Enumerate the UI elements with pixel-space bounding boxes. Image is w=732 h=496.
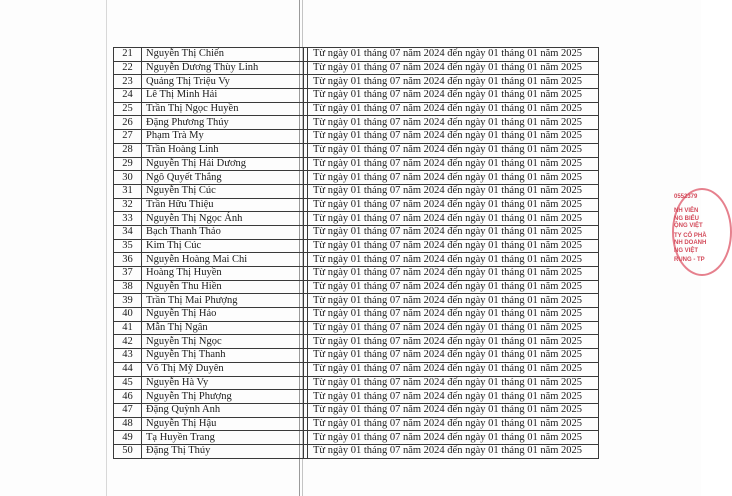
row-number-cell: 33 <box>114 212 142 226</box>
row-number-cell: 39 <box>114 294 142 308</box>
row-number-cell: 45 <box>114 376 142 390</box>
table-row <box>114 75 599 89</box>
table-row <box>114 267 599 281</box>
seal-text-line: NH VIÊN <box>674 208 699 214</box>
period-cell: Từ ngày 01 tháng 07 năm 2024 đến ngày 01 tháng 01 năm 2025 <box>308 143 599 157</box>
period-cell: Từ ngày 01 tháng 07 năm 2024 đến ngày 01 tháng 01 năm 2025 <box>308 198 599 212</box>
employee-name-cell: Đặng Quỳnh Anh <box>142 403 304 417</box>
table-row <box>114 184 599 198</box>
row-number-cell: 36 <box>114 253 142 267</box>
employee-name-cell: Đặng Phương Thúy <box>142 116 304 130</box>
employee-name-cell: Mẫn Thị Ngân <box>142 321 304 335</box>
row-number-cell: 23 <box>114 75 142 89</box>
period-cell: Từ ngày 01 tháng 07 năm 2024 đến ngày 01 tháng 01 năm 2025 <box>308 403 599 417</box>
row-number-cell: 34 <box>114 225 142 239</box>
table-row <box>114 102 599 116</box>
period-cell: Từ ngày 01 tháng 07 năm 2024 đến ngày 01 tháng 01 năm 2025 <box>308 280 599 294</box>
employee-name-cell: Nguyễn Thị Cúc <box>142 184 304 198</box>
period-cell: Từ ngày 01 tháng 07 năm 2024 đến ngày 01 tháng 01 năm 2025 <box>308 431 599 445</box>
table-row <box>114 335 599 349</box>
period-cell: Từ ngày 01 tháng 07 năm 2024 đến ngày 01 tháng 01 năm 2025 <box>308 335 599 349</box>
table-row <box>114 417 599 431</box>
row-number-cell: 47 <box>114 403 142 417</box>
row-number-cell: 41 <box>114 321 142 335</box>
period-cell: Từ ngày 01 tháng 07 năm 2024 đến ngày 01 tháng 01 năm 2025 <box>308 349 599 363</box>
row-number-cell: 25 <box>114 102 142 116</box>
table-row <box>114 116 599 130</box>
period-cell: Từ ngày 01 tháng 07 năm 2024 đến ngày 01 tháng 01 năm 2025 <box>308 184 599 198</box>
period-cell: Từ ngày 01 tháng 07 năm 2024 đến ngày 01 tháng 01 năm 2025 <box>308 130 599 144</box>
table-row <box>114 390 599 404</box>
table-row <box>114 403 599 417</box>
table-row <box>114 198 599 212</box>
row-number-cell: 21 <box>114 48 142 62</box>
row-number-cell: 35 <box>114 239 142 253</box>
table-row <box>114 225 599 239</box>
employee-name-cell: Võ Thị Mỹ Duyên <box>142 362 304 376</box>
row-number-cell: 32 <box>114 198 142 212</box>
table-row <box>114 89 599 103</box>
table-row <box>114 321 599 335</box>
row-number-cell: 49 <box>114 431 142 445</box>
employee-name-cell: Nguyễn Hoàng Mai Chi <box>142 253 304 267</box>
row-number-cell: 40 <box>114 308 142 322</box>
period-cell: Từ ngày 01 tháng 07 năm 2024 đến ngày 01 tháng 01 năm 2025 <box>308 61 599 75</box>
employee-name-cell: Hoàng Thị Huyền <box>142 267 304 281</box>
employee-period-table <box>113 47 599 459</box>
table-row <box>114 294 599 308</box>
table-row <box>114 130 599 144</box>
period-cell: Từ ngày 01 tháng 07 năm 2024 đến ngày 01 tháng 01 năm 2025 <box>308 267 599 281</box>
period-cell: Từ ngày 01 tháng 07 năm 2024 đến ngày 01 tháng 01 năm 2025 <box>308 417 599 431</box>
period-cell: Từ ngày 01 tháng 07 năm 2024 đến ngày 01 tháng 01 năm 2025 <box>308 390 599 404</box>
table-row <box>114 444 599 458</box>
seal-text-line: NG BIỂU <box>674 216 700 222</box>
period-cell: Từ ngày 01 tháng 07 năm 2024 đến ngày 01 tháng 01 năm 2025 <box>308 376 599 390</box>
period-cell: Từ ngày 01 tháng 07 năm 2024 đến ngày 01 tháng 01 năm 2025 <box>308 308 599 322</box>
seal-text-line: NG VIỆT <box>674 248 699 254</box>
table-row <box>114 280 599 294</box>
table-row <box>114 239 599 253</box>
row-number-cell: 31 <box>114 184 142 198</box>
employee-name-cell: Phạm Trà My <box>142 130 304 144</box>
employee-name-cell: Tạ Huyền Trang <box>142 431 304 445</box>
employee-name-cell: Lê Thị Minh Hải <box>142 89 304 103</box>
period-cell: Từ ngày 01 tháng 07 năm 2024 đến ngày 01 tháng 01 năm 2025 <box>308 239 599 253</box>
employee-name-cell: Nguyễn Thị Thanh <box>142 349 304 363</box>
table-row <box>114 157 599 171</box>
period-cell: Từ ngày 01 tháng 07 năm 2024 đến ngày 01 tháng 01 năm 2025 <box>308 48 599 62</box>
employee-name-cell: Quảng Thị Triệu Vy <box>142 75 304 89</box>
seal-text-line: NH DOANH <box>674 240 707 246</box>
page-margin-line <box>106 0 107 496</box>
row-number-cell: 48 <box>114 417 142 431</box>
table-row <box>114 431 599 445</box>
row-number-cell: 30 <box>114 171 142 185</box>
employee-name-cell: Trần Thị Ngọc Huyền <box>142 102 304 116</box>
row-number-cell: 29 <box>114 157 142 171</box>
row-number-cell: 28 <box>114 143 142 157</box>
employee-name-cell: Nguyễn Thị Hậu <box>142 417 304 431</box>
table-row <box>114 308 599 322</box>
row-number-cell: 42 <box>114 335 142 349</box>
table-row <box>114 143 599 157</box>
employee-name-cell: Nguyễn Thị Hải Dương <box>142 157 304 171</box>
period-cell: Từ ngày 01 tháng 07 năm 2024 đến ngày 01 tháng 01 năm 2025 <box>308 75 599 89</box>
employee-name-cell: Bạch Thanh Thảo <box>142 225 304 239</box>
seal-text-line: ỘNG VIỆT <box>674 223 703 229</box>
table-row <box>114 376 599 390</box>
table-row <box>114 48 599 62</box>
seal-text-line: 0552379 <box>674 194 698 200</box>
row-number-cell: 46 <box>114 390 142 404</box>
period-cell: Từ ngày 01 tháng 07 năm 2024 đến ngày 01 tháng 01 năm 2025 <box>308 225 599 239</box>
period-cell: Từ ngày 01 tháng 07 năm 2024 đến ngày 01 tháng 01 năm 2025 <box>308 444 599 458</box>
period-cell: Từ ngày 01 tháng 07 năm 2024 đến ngày 01 tháng 01 năm 2025 <box>308 321 599 335</box>
table-row <box>114 362 599 376</box>
employee-name-cell: Nguyễn Thị Ngọc <box>142 335 304 349</box>
employee-name-cell: Nguyễn Hà Vy <box>142 376 304 390</box>
row-number-cell: 38 <box>114 280 142 294</box>
period-cell: Từ ngày 01 tháng 07 năm 2024 đến ngày 01 tháng 01 năm 2025 <box>308 253 599 267</box>
row-number-cell: 22 <box>114 61 142 75</box>
period-cell: Từ ngày 01 tháng 07 năm 2024 đến ngày 01 tháng 01 năm 2025 <box>308 102 599 116</box>
employee-name-cell: Đặng Thị Thúy <box>142 444 304 458</box>
employee-name-cell: Nguyễn Thị Ngọc Ánh <box>142 212 304 226</box>
seal-text-line: TY CỔ PHẦ <box>674 233 707 239</box>
table-row <box>114 253 599 267</box>
employee-name-cell: Nguyễn Thu Hiền <box>142 280 304 294</box>
row-number-cell: 50 <box>114 444 142 458</box>
row-number-cell: 37 <box>114 267 142 281</box>
employee-name-cell: Kim Thị Cúc <box>142 239 304 253</box>
row-number-cell: 44 <box>114 362 142 376</box>
period-cell: Từ ngày 01 tháng 07 năm 2024 đến ngày 01 tháng 01 năm 2025 <box>308 89 599 103</box>
table-row <box>114 61 599 75</box>
seal-text-line: RUNG - TP <box>674 257 705 263</box>
employee-name-cell: Trần Thị Mai Phượng <box>142 294 304 308</box>
employee-name-cell: Nguyễn Thị Phượng <box>142 390 304 404</box>
row-number-cell: 27 <box>114 130 142 144</box>
period-cell: Từ ngày 01 tháng 07 năm 2024 đến ngày 01 tháng 01 năm 2025 <box>308 362 599 376</box>
employee-name-cell: Nguyễn Dương Thùy Linh <box>142 61 304 75</box>
row-number-cell: 26 <box>114 116 142 130</box>
period-cell: Từ ngày 01 tháng 07 năm 2024 đến ngày 01 tháng 01 năm 2025 <box>308 157 599 171</box>
row-number-cell: 24 <box>114 89 142 103</box>
employee-name-cell: Ngô Quyết Thắng <box>142 171 304 185</box>
employee-name-cell: Trần Hữu Thiệu <box>142 198 304 212</box>
table-row <box>114 349 599 363</box>
employee-name-cell: Nguyễn Thị Chiến <box>142 48 304 62</box>
period-cell: Từ ngày 01 tháng 07 năm 2024 đến ngày 01 tháng 01 năm 2025 <box>308 294 599 308</box>
period-cell: Từ ngày 01 tháng 07 năm 2024 đến ngày 01 tháng 01 năm 2025 <box>308 171 599 185</box>
table-row <box>114 171 599 185</box>
row-number-cell: 43 <box>114 349 142 363</box>
table-row <box>114 212 599 226</box>
employee-name-cell: Trần Hoàng Linh <box>142 143 304 157</box>
employee-name-cell: Nguyễn Thị Hảo <box>142 308 304 322</box>
period-cell: Từ ngày 01 tháng 07 năm 2024 đến ngày 01 tháng 01 năm 2025 <box>308 116 599 130</box>
table-body <box>114 48 599 459</box>
period-cell: Từ ngày 01 tháng 07 năm 2024 đến ngày 01 tháng 01 năm 2025 <box>308 212 599 226</box>
